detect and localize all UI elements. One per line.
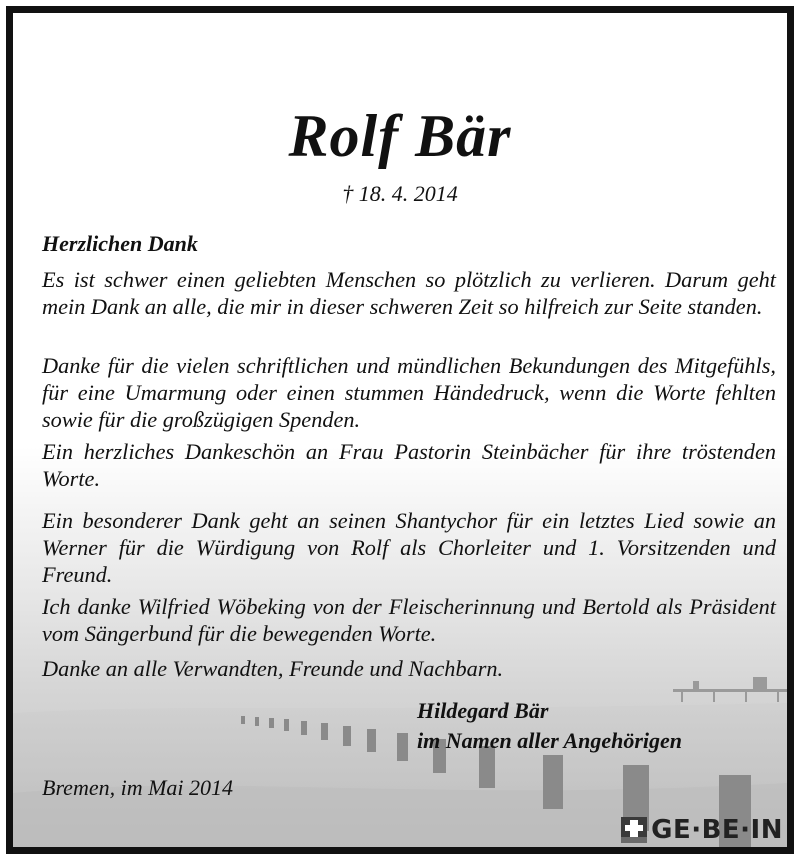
thanks-paragraph: Ich danke Wilfried Wöbeking von der Fleischerinnung und Bertold als Präsident vom Sängerbund für die bewegenden Worte. bbox=[42, 594, 776, 646]
thanks-heading: Herzlichen Dank bbox=[42, 231, 198, 256]
signer-subtitle: im Namen aller Angehörigen bbox=[417, 728, 683, 753]
publisher-logo bbox=[621, 815, 783, 845]
thanks-paragraph: Es ist schwer einen geliebten Menschen so plötzlich zu verlieren. Darum geht mein Dank an alle, die mir in dieser schweren Zeit so hilfreich zur Seite standen. bbox=[42, 267, 776, 319]
thanks-paragraph: Danke an alle Verwandten, Freunde und Nachbarn. bbox=[42, 656, 504, 681]
logo-text: GE·BE·IN bbox=[651, 815, 783, 845]
thanks-paragraph: Ein besonderer Dank geht an seinen Shantychor für ein letztes Lied sowie an Werner für die Würdigung von Rolf als Chorleiter und 1. Vorsitzenden und Freund. bbox=[42, 508, 776, 587]
death-date: † 18. 4. 2014 bbox=[342, 181, 458, 206]
thanks-paragraph: Danke für die vielen schriftlichen und mündlichen Bekundungen des Mitgefühls, für eine Umarmung oder einen stummen Händedruck, wenn die Worte fehlten sowie für die großzügigen Spenden. bbox=[42, 353, 776, 432]
place-date: Bremen, im Mai 2014 bbox=[42, 775, 234, 800]
deceased-name: Rolf Bär bbox=[288, 103, 512, 169]
thanks-paragraph: Ein herzliches Dankeschön an Frau Pastorin Steinbächer für ihre tröstenden Worte. bbox=[42, 439, 776, 491]
obituary-notice bbox=[6, 6, 794, 854]
gebein-logo-icon bbox=[621, 817, 647, 843]
signer-name: Hildegard Bär bbox=[417, 698, 549, 723]
